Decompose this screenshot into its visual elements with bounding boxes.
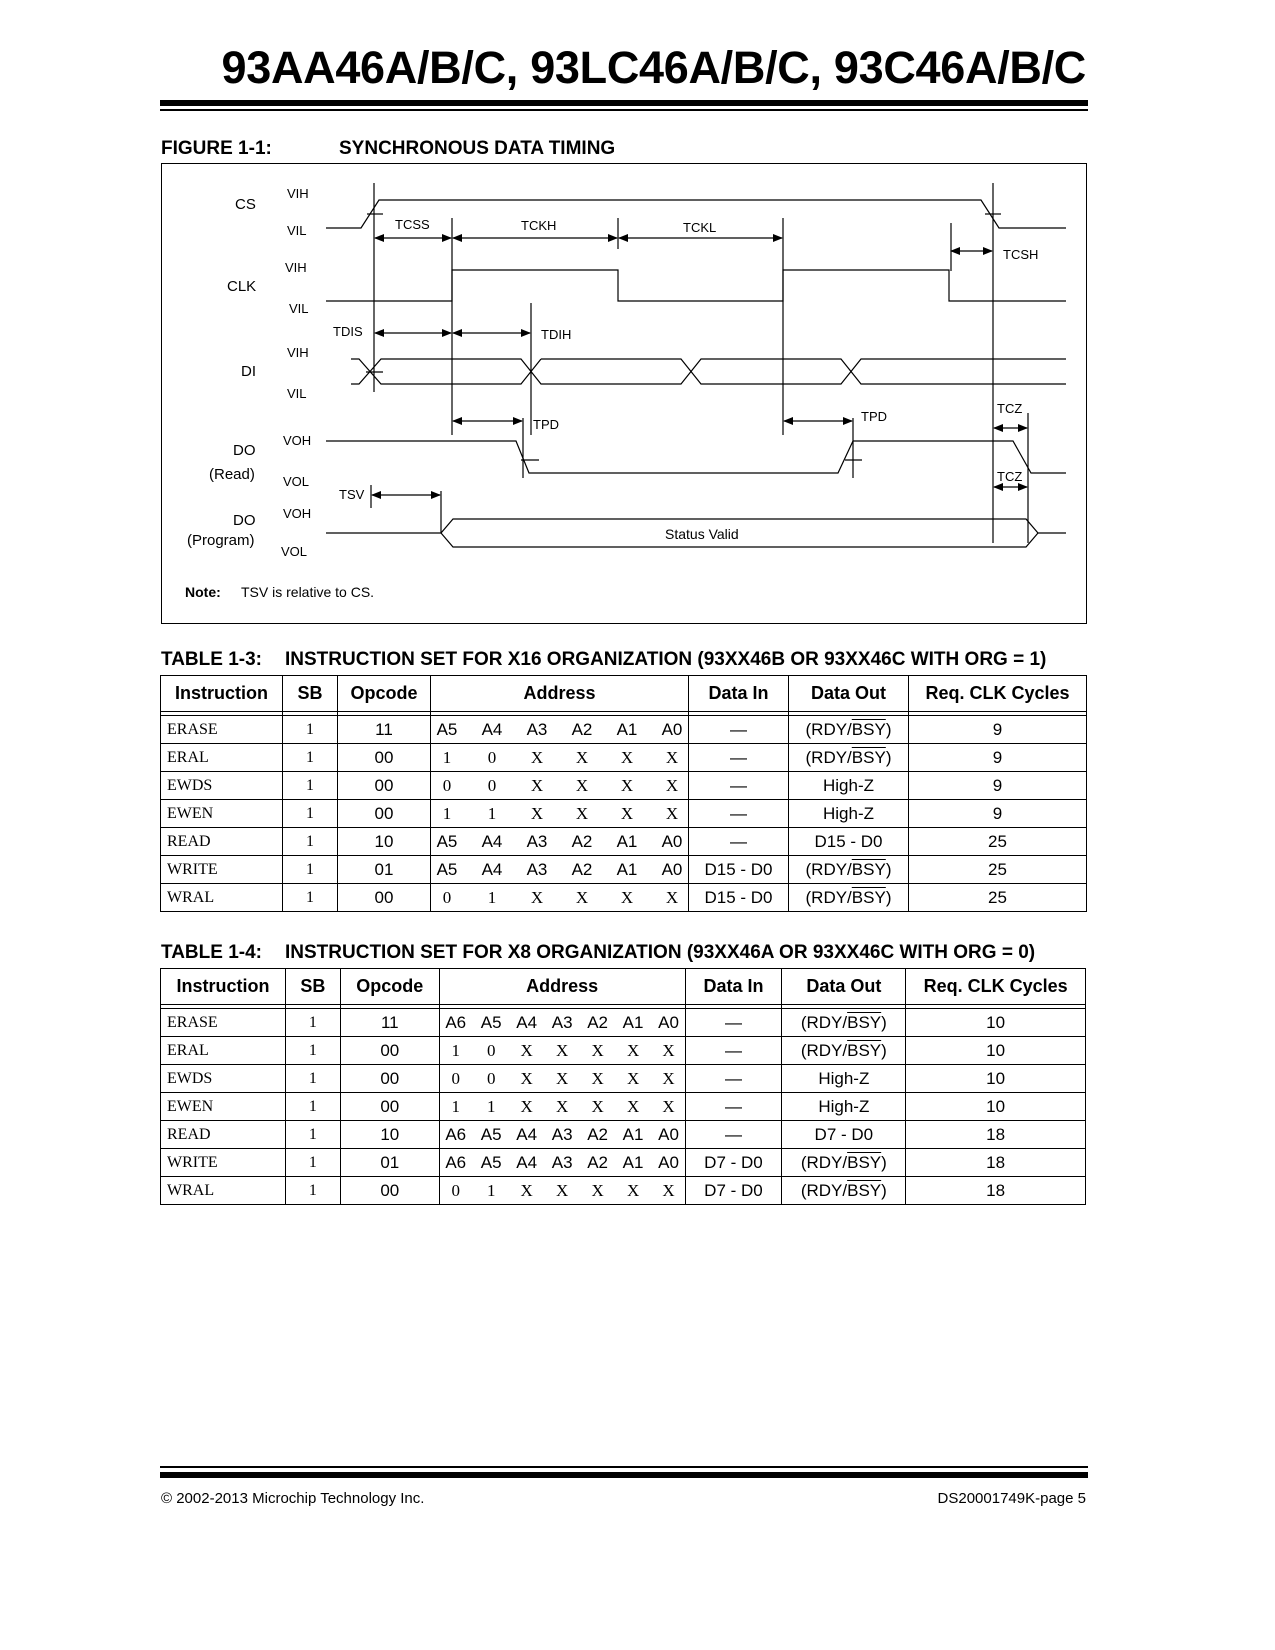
cell-data-in: — (689, 744, 789, 772)
cell-opcode: 00 (340, 1093, 439, 1121)
cell-opcode: 00 (340, 1037, 439, 1065)
data-out-text: High-Z (822, 775, 874, 795)
header-rule-thick (160, 100, 1088, 106)
table14-number: TABLE 1-4: (161, 942, 262, 963)
cell-clk-cycles: 18 (906, 1121, 1086, 1149)
address-bit: X (662, 1040, 675, 1060)
cell-opcode: 11 (338, 716, 431, 744)
header-address: Address (439, 969, 685, 1005)
timing-tckl: TCKL (683, 220, 717, 235)
header-data-out: Data Out (782, 969, 906, 1005)
address-bit: A4 (516, 1012, 538, 1032)
signal-label-clk: CLK (227, 278, 257, 295)
cell-clk-cycles: 10 (906, 1009, 1086, 1037)
data-out-text: (RDY/ (800, 1040, 848, 1060)
address-bit: A2 (571, 859, 593, 879)
address-bit: A2 (571, 719, 593, 739)
address-bit: X (591, 1180, 604, 1200)
data-out-overbar: $\overline{BSY}$ (851, 887, 886, 907)
cell-instruction: WRAL (161, 1177, 286, 1205)
table-row (161, 856, 1087, 884)
cell-data-in: — (685, 1037, 782, 1065)
status-valid-label: Status Valid (665, 526, 739, 542)
address-bit: A3 (526, 719, 548, 739)
signal-label-cs: CS (235, 196, 256, 213)
address-bit: X (556, 1180, 569, 1200)
timing-tcsh: TCSH (1003, 247, 1039, 262)
cell-opcode: 01 (338, 856, 431, 884)
address-bit: A1 (622, 1124, 644, 1144)
cell-sb: 1 (285, 1177, 340, 1205)
cell-address (431, 716, 689, 744)
cell-address (431, 744, 689, 772)
address-bit: X (591, 1040, 604, 1060)
cell-clk-cycles: 9 (909, 716, 1087, 744)
level-voh-prog: VOH (283, 506, 312, 521)
cell-sb: 1 (283, 856, 338, 884)
cell-instruction: EWEN (161, 800, 283, 828)
cell-instruction: ERASE (161, 716, 283, 744)
cell-address (431, 828, 689, 856)
address-bit: A0 (661, 719, 683, 739)
address-bit: X (626, 1040, 640, 1060)
cell-opcode: 10 (338, 828, 431, 856)
cell-opcode: 01 (340, 1149, 439, 1177)
cell-sb: 1 (283, 716, 338, 744)
cell-opcode: 10 (340, 1121, 439, 1149)
cell-clk-cycles: 10 (906, 1037, 1086, 1065)
address-bit: X (662, 1068, 675, 1088)
timing-diagram (161, 163, 1087, 624)
cell-data-out (782, 1121, 906, 1149)
cell-address (431, 800, 689, 828)
cell-data-out (782, 1009, 906, 1037)
cell-instruction: WRITE (161, 856, 283, 884)
cell-clk-cycles: 25 (909, 828, 1087, 856)
cell-instruction: READ (161, 1121, 286, 1149)
header-address: Address (431, 676, 689, 712)
address-bit: A2 (587, 1012, 608, 1032)
data-out-text: (RDY/ (805, 887, 852, 907)
address-bit: X (626, 1096, 640, 1116)
cell-opcode: 11 (340, 1009, 439, 1037)
level-vih-cs: VIH (287, 186, 309, 201)
level-vil-clk: VIL (289, 301, 309, 316)
header-data-in: Data In (689, 676, 789, 712)
header-rule-thin (160, 109, 1088, 111)
address-bit: X (556, 1068, 569, 1088)
address-bit: 0 (486, 1068, 496, 1088)
cell-address (439, 1177, 685, 1205)
address-bit: 0 (442, 887, 452, 907)
address-bit: A4 (516, 1152, 538, 1172)
address-bit: 0 (451, 1068, 460, 1088)
address-bit: X (530, 775, 544, 795)
address-bit: A6 (445, 1012, 467, 1032)
footer-copyright: © 2002-2013 Microchip Technology Inc. (161, 1490, 425, 1507)
figure-number: FIGURE 1-1: (161, 138, 272, 159)
table-row (161, 1121, 1086, 1149)
level-vol-read: VOL (283, 474, 310, 489)
cell-data-out (782, 1093, 906, 1121)
clk-waveform (326, 270, 1066, 301)
table13-number: TABLE 1-3: (161, 649, 262, 670)
data-out-overbar: $\overline{BSY}$ (847, 1012, 882, 1032)
level-vih-di: VIH (287, 345, 309, 360)
cell-address (431, 856, 689, 884)
address-bit: A4 (516, 1124, 538, 1144)
cell-data-out (782, 1177, 906, 1205)
address-bit: X (556, 1040, 569, 1060)
address-bit: X (520, 1180, 533, 1200)
timing-tdih: TDIH (541, 327, 572, 342)
document-title: 93AA46A/B/C, 93LC46A/B/C, 93C46A/B/C (221, 42, 1086, 93)
cell-clk-cycles: 9 (909, 800, 1087, 828)
cell-opcode: 00 (340, 1065, 439, 1093)
address-bit: A5 (436, 859, 458, 879)
address-bit: A5 (480, 1012, 502, 1032)
cell-data-in: — (685, 1121, 782, 1149)
address-bit: 1 (442, 803, 452, 823)
signal-label-do-read: DO (233, 442, 256, 459)
address-bit: A6 (445, 1152, 467, 1172)
signal-label-program-sub: (Program) (187, 532, 255, 549)
note-label: Note: (185, 584, 221, 600)
header-clk-cycles: Req. CLK Cycles (906, 969, 1086, 1005)
cell-address (439, 1093, 685, 1121)
instruction-table-x8 (160, 968, 1086, 1205)
signal-label-do-program: DO (233, 512, 256, 529)
cell-clk-cycles: 10 (906, 1093, 1086, 1121)
header-instruction: Instruction (161, 969, 286, 1005)
address-bit: A4 (481, 831, 503, 851)
cell-data-in: D15 - D0 (689, 856, 789, 884)
data-out-suffix: ) (885, 747, 892, 767)
address-bit: A6 (445, 1124, 467, 1144)
address-bit: 1 (451, 1040, 460, 1060)
cell-clk-cycles: 18 (906, 1149, 1086, 1177)
cell-data-out (789, 856, 909, 884)
data-out-overbar: $\overline{BSY}$ (847, 1180, 882, 1200)
address-bit: A3 (551, 1152, 573, 1172)
cell-address (439, 1149, 685, 1177)
address-bit: A0 (658, 1152, 679, 1172)
data-out-text: High-Z (822, 803, 874, 823)
address-bit: 1 (442, 747, 452, 767)
address-bit: A3 (526, 859, 548, 879)
cell-data-out (782, 1065, 906, 1093)
cell-sb: 1 (283, 772, 338, 800)
cell-opcode: 00 (338, 772, 431, 800)
address-bit: A5 (480, 1152, 502, 1172)
level-voh-read: VOH (283, 433, 312, 448)
cell-instruction: WRITE (161, 1149, 286, 1177)
address-bit: X (620, 747, 634, 767)
address-bit: A1 (622, 1012, 644, 1032)
cell-instruction: ERAL (161, 744, 283, 772)
cell-instruction: ERAL (161, 1037, 286, 1065)
address-bit: 1 (486, 1096, 496, 1116)
cell-data-in: — (689, 716, 789, 744)
header-data-in: Data In (685, 969, 782, 1005)
data-out-suffix: ) (881, 1152, 887, 1172)
address-bit: X (556, 1096, 569, 1116)
cell-sb: 1 (285, 1093, 340, 1121)
cell-sb: 1 (283, 828, 338, 856)
address-bit: A0 (658, 1012, 679, 1032)
cell-sb: 1 (285, 1037, 340, 1065)
address-bit: X (530, 887, 544, 907)
cell-address (431, 772, 689, 800)
address-bit: A0 (661, 859, 683, 879)
data-out-text: D7 - D0 (814, 1124, 874, 1144)
table-row (161, 744, 1087, 772)
data-out-suffix: ) (885, 719, 892, 739)
cell-data-out (789, 744, 909, 772)
cell-sb: 1 (283, 884, 338, 912)
address-bit: A2 (587, 1152, 608, 1172)
do-read-waveform (326, 441, 1066, 473)
table-row (161, 1093, 1086, 1121)
cell-sb: 1 (283, 800, 338, 828)
timing-tdis: TDIS (333, 324, 363, 339)
data-out-suffix: ) (881, 1180, 887, 1200)
address-bit: X (520, 1040, 533, 1060)
cell-data-out (789, 716, 909, 744)
cell-instruction: EWDS (161, 772, 283, 800)
address-bit: X (520, 1068, 533, 1088)
cell-data-in: D7 - D0 (685, 1149, 782, 1177)
data-out-text: (RDY/ (800, 1180, 848, 1200)
cell-sb: 1 (285, 1065, 340, 1093)
instruction-table-x16 (160, 675, 1087, 912)
cell-address (439, 1037, 685, 1065)
data-out-text: High-Z (818, 1096, 870, 1116)
timing-diagram-frame (161, 163, 1087, 624)
address-bit: A1 (616, 831, 638, 851)
address-bit: 1 (487, 887, 497, 907)
cell-clk-cycles: 10 (906, 1065, 1086, 1093)
table-row (161, 1037, 1086, 1065)
timing-tcss: TCSS (395, 217, 430, 232)
address-bit: A2 (587, 1124, 608, 1144)
address-bit: 1 (451, 1096, 460, 1116)
table-row (161, 1009, 1086, 1037)
address-bit: A3 (526, 831, 548, 851)
footer-rule-thin (160, 1466, 1088, 1468)
address-bit: 0 (487, 747, 497, 767)
table-row (161, 772, 1087, 800)
cell-data-in: — (689, 800, 789, 828)
table-row (161, 1177, 1086, 1205)
address-bit: A3 (551, 1012, 573, 1032)
address-bit: A0 (661, 831, 683, 851)
cell-clk-cycles: 25 (909, 856, 1087, 884)
cell-sb: 1 (285, 1121, 340, 1149)
cell-sb: 1 (285, 1149, 340, 1177)
cell-opcode: 00 (338, 800, 431, 828)
address-bit: X (591, 1068, 604, 1088)
address-bit: X (575, 887, 589, 907)
footer-rule-thick (160, 1472, 1088, 1478)
level-vol-prog: VOL (281, 544, 308, 559)
address-bit: A2 (571, 831, 593, 851)
cell-instruction: EWEN (161, 1093, 286, 1121)
cell-instruction: WRAL (161, 884, 283, 912)
address-bit: A1 (616, 859, 638, 879)
address-bit: X (620, 775, 634, 795)
timing-tpd-2: TPD (861, 409, 887, 424)
cell-clk-cycles: 9 (909, 772, 1087, 800)
address-bit: A5 (480, 1124, 502, 1144)
data-out-suffix: ) (885, 859, 892, 879)
address-bit: 0 (451, 1180, 460, 1200)
figure-title: SYNCHRONOUS DATA TIMING (339, 138, 616, 159)
timing-tckh: TCKH (521, 218, 557, 233)
cell-clk-cycles: 9 (909, 744, 1087, 772)
level-vil-di: VIL (287, 386, 307, 401)
footer-page-number: DS20001749K-page 5 (937, 1490, 1086, 1507)
address-bit: A3 (551, 1124, 573, 1144)
data-out-overbar: $\overline{BSY}$ (847, 1040, 882, 1060)
cell-opcode: 00 (340, 1177, 439, 1205)
timing-tpd-1: TPD (533, 417, 559, 432)
header-data-out: Data Out (789, 676, 909, 712)
data-out-suffix: ) (885, 887, 892, 907)
address-bit: A4 (481, 859, 503, 879)
address-bit: A5 (436, 719, 458, 739)
cell-clk-cycles: 18 (906, 1177, 1086, 1205)
cell-clk-cycles: 25 (909, 884, 1087, 912)
header-clk-cycles: Req. CLK Cycles (909, 676, 1087, 712)
data-out-text: (RDY/ (805, 859, 852, 879)
address-bit: X (575, 775, 589, 795)
signal-label-di: DI (241, 363, 256, 380)
address-bit: X (520, 1096, 533, 1116)
header-sb: SB (283, 676, 338, 712)
address-bit: X (575, 803, 589, 823)
cell-data-out (789, 772, 909, 800)
cell-data-out (789, 884, 909, 912)
address-bit: X (620, 803, 634, 823)
address-bit: A4 (481, 719, 503, 739)
cell-data-out (782, 1149, 906, 1177)
cell-data-in: — (689, 828, 789, 856)
address-bit: X (665, 747, 679, 767)
address-bit: X (665, 803, 679, 823)
table-row (161, 828, 1087, 856)
cell-data-out (782, 1037, 906, 1065)
level-vih-clk: VIH (285, 260, 307, 275)
cell-data-in: — (689, 772, 789, 800)
cell-opcode: 00 (338, 744, 431, 772)
cell-data-out (789, 800, 909, 828)
address-bit: A1 (622, 1152, 644, 1172)
timing-tsv: TSV (339, 487, 365, 502)
table-row (161, 1149, 1086, 1177)
address-bit: X (662, 1180, 675, 1200)
cell-address (439, 1121, 685, 1149)
cell-address (431, 884, 689, 912)
cell-address (439, 1009, 685, 1037)
data-out-text: (RDY/ (805, 719, 852, 739)
address-bit: A1 (616, 719, 638, 739)
header-sb: SB (285, 969, 340, 1005)
timing-tcz-2: TCZ (997, 469, 1023, 484)
cell-data-in: D15 - D0 (689, 884, 789, 912)
address-bit: X (626, 1068, 640, 1088)
cell-sb: 1 (283, 744, 338, 772)
data-out-text: High-Z (818, 1068, 870, 1088)
address-bit: X (620, 887, 634, 907)
data-out-suffix: ) (881, 1012, 887, 1032)
table-header-row (161, 969, 1086, 1005)
cell-sb: 1 (285, 1009, 340, 1037)
address-bit: 0 (442, 775, 452, 795)
cell-instruction: READ (161, 828, 283, 856)
timing-tcz-1: TCZ (997, 401, 1023, 416)
table13-title: INSTRUCTION SET FOR X16 ORGANIZATION (93XX46B OR 93XX46C WITH ORG = 1) (285, 649, 1047, 670)
cell-instruction: EWDS (161, 1065, 286, 1093)
address-bit: A0 (658, 1124, 679, 1144)
cell-data-in: — (685, 1009, 782, 1037)
address-bit: X (662, 1096, 675, 1116)
data-out-suffix: ) (881, 1040, 887, 1060)
address-bit: X (591, 1096, 604, 1116)
address-bit: A5 (436, 831, 458, 851)
level-vil-cs: VIL (287, 223, 307, 238)
table-row (161, 1065, 1086, 1093)
note-text: TSV is relative to CS. (241, 584, 375, 600)
header-opcode: Opcode (338, 676, 431, 712)
cell-data-in: D7 - D0 (685, 1177, 782, 1205)
data-out-text: D15 - D0 (814, 831, 883, 851)
cell-opcode: 00 (338, 884, 431, 912)
cell-data-in: — (685, 1065, 782, 1093)
table-header-row (161, 676, 1087, 712)
cell-address (439, 1065, 685, 1093)
address-bit: 1 (486, 1180, 496, 1200)
address-bit: 1 (487, 803, 497, 823)
table-row (161, 884, 1087, 912)
data-out-text: (RDY/ (800, 1152, 848, 1172)
data-out-text: (RDY/ (800, 1012, 848, 1032)
cell-data-out (789, 828, 909, 856)
header-instruction: Instruction (161, 676, 283, 712)
address-bit: X (530, 803, 544, 823)
address-bit: X (626, 1180, 640, 1200)
cell-data-in: — (685, 1093, 782, 1121)
data-out-overbar: $\overline{BSY}$ (851, 859, 886, 879)
address-bit: X (665, 887, 679, 907)
address-bit: 0 (486, 1040, 496, 1060)
address-bit: X (665, 775, 679, 795)
table14-title: INSTRUCTION SET FOR X8 ORGANIZATION (93XX46A OR 93XX46C WITH ORG = 0) (285, 942, 1036, 963)
table-row (161, 800, 1087, 828)
address-bit: X (530, 747, 544, 767)
data-out-overbar: $\overline{BSY}$ (851, 719, 886, 739)
cell-instruction: ERASE (161, 1009, 286, 1037)
signal-label-read-sub: (Read) (209, 466, 255, 483)
data-out-text: (RDY/ (805, 747, 852, 767)
table-row (161, 716, 1087, 744)
data-out-overbar: $\overline{BSY}$ (851, 747, 886, 767)
address-bit: 0 (487, 775, 497, 795)
address-bit: X (575, 747, 589, 767)
header-opcode: Opcode (340, 969, 439, 1005)
data-out-overbar: $\overline{BSY}$ (847, 1152, 882, 1172)
